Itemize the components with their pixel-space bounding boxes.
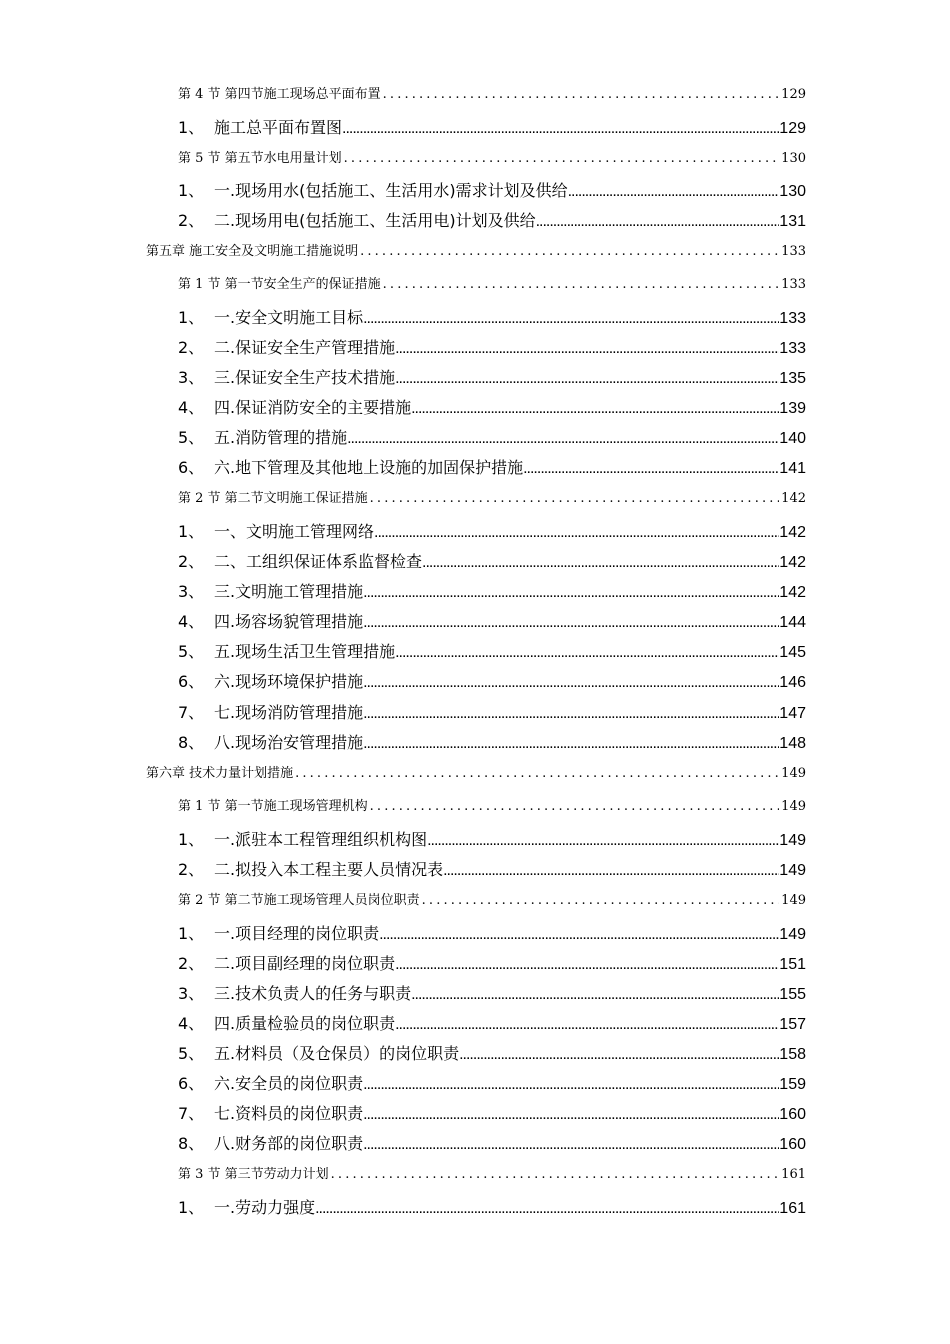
toc-entry-label: 四.质量检验员的岗位职责	[214, 1014, 396, 1033]
toc-entry-title	[178, 639, 395, 662]
toc-page-number: 129	[781, 87, 806, 102]
toc-page-number: 142	[779, 584, 806, 601]
toc-page-number: 147	[779, 705, 806, 722]
dot-leader	[331, 1167, 780, 1182]
toc-entry-title	[178, 1071, 363, 1094]
toc-entry-title: 第 2 节 第二节施工现场管理人员岗位职责	[178, 893, 420, 908]
toc-item-entry[interactable]	[178, 921, 806, 944]
toc-entry-label: 五.材料员（及仓保员）的岗位职责	[214, 1044, 460, 1063]
toc-entry-title	[178, 395, 411, 418]
dot-leader	[459, 1044, 779, 1064]
dot-leader	[443, 860, 779, 880]
toc-item-entry[interactable]	[178, 981, 806, 1004]
toc-item-entry[interactable]	[178, 549, 806, 572]
dot-leader	[363, 733, 779, 753]
toc-entry-number: 6、	[178, 458, 205, 477]
toc-entry-number: 2、	[178, 338, 205, 357]
toc-item-entry[interactable]	[178, 365, 806, 388]
dot-leader	[395, 642, 779, 662]
toc-entry-label: 施工总平面布置图	[214, 118, 343, 137]
dot-leader	[422, 893, 780, 908]
dot-leader	[536, 211, 780, 231]
toc-entry-number: 3、	[178, 582, 205, 601]
toc-item-entry[interactable]	[178, 951, 806, 974]
toc-section-entry[interactable]	[178, 1163, 806, 1182]
toc-item-entry[interactable]	[178, 730, 806, 753]
toc-page-number: 129	[779, 120, 806, 137]
toc-entry-number: 3、	[178, 368, 205, 387]
toc-entry-title	[178, 455, 523, 478]
toc-item-entry[interactable]	[178, 827, 806, 850]
toc-page-number: 130	[781, 151, 806, 166]
toc-item-entry[interactable]	[178, 115, 806, 138]
dot-leader	[363, 612, 779, 632]
dot-leader	[363, 703, 779, 723]
toc-entry-number: 1、	[178, 1198, 205, 1217]
dot-leader	[395, 368, 779, 388]
toc-entry-title	[178, 549, 422, 572]
toc-page-number: 151	[779, 956, 806, 973]
toc-entry-title	[178, 951, 395, 974]
dot-leader	[395, 954, 779, 974]
toc-page-number: 149	[781, 799, 806, 814]
dot-leader	[411, 984, 779, 1004]
toc-page-number: 149	[781, 893, 806, 908]
toc-entry-title: 第 5 节 第五节水电用量计划	[178, 151, 342, 166]
toc-item-entry[interactable]	[178, 335, 806, 358]
toc-page-number: 155	[779, 986, 806, 1003]
toc-item-entry[interactable]	[178, 395, 806, 418]
toc-page-number: 149	[781, 766, 806, 781]
toc-entry-label: 一.劳动力强度	[214, 1198, 316, 1217]
toc-item-entry[interactable]	[178, 1101, 806, 1124]
toc-page-number: 160	[779, 1106, 806, 1123]
toc-item-entry[interactable]	[178, 208, 806, 231]
toc-item-entry[interactable]	[178, 669, 806, 692]
toc-page-number: 142	[779, 554, 806, 571]
toc-entry-title: 第 3 节 第三节劳动力计划	[178, 1167, 329, 1182]
dot-leader	[411, 398, 779, 418]
toc-chapter-entry[interactable]	[146, 240, 806, 259]
toc-entry-title	[178, 921, 379, 944]
toc-entry-number: 7、	[178, 703, 205, 722]
toc-entry-number: 4、	[178, 398, 205, 417]
toc-page-number: 157	[779, 1016, 806, 1033]
toc-entry-number: 5、	[178, 428, 205, 447]
toc-entry-number: 1、	[178, 924, 205, 943]
toc-entry-title	[178, 178, 568, 201]
toc-page-number: 161	[779, 1200, 806, 1217]
toc-item-entry[interactable]	[178, 455, 806, 478]
toc-entry-number: 5、	[178, 1044, 205, 1063]
toc-entry-title	[178, 425, 347, 448]
toc-page-number: 149	[779, 832, 806, 849]
toc-entry-label: 六.安全员的岗位职责	[214, 1074, 364, 1093]
toc-page-number: 135	[779, 370, 806, 387]
toc-page-number: 133	[779, 340, 806, 357]
toc-section-entry[interactable]	[178, 273, 806, 292]
toc-page-number: 133	[779, 310, 806, 327]
toc-entry-number: 1、	[178, 118, 205, 137]
toc-entry-number: 1、	[178, 181, 205, 200]
dot-leader	[374, 522, 779, 542]
dot-leader	[523, 458, 779, 478]
toc-entry-title: 第 1 节 第一节施工现场管理机构	[178, 799, 368, 814]
toc-page-number: 133	[781, 244, 806, 259]
toc-entry-number: 8、	[178, 1134, 205, 1153]
dot-leader	[370, 491, 780, 506]
toc-entry-title	[178, 857, 443, 880]
toc-item-entry[interactable]	[178, 178, 806, 201]
toc-entry-number: 4、	[178, 1014, 205, 1033]
toc-page-number: 140	[779, 430, 806, 447]
toc-entry-number: 2、	[178, 552, 205, 571]
toc-page-number: 145	[779, 644, 806, 661]
toc-entry-title	[178, 1101, 363, 1124]
toc-entry-title	[178, 208, 536, 231]
toc-entry-title: 第五章 施工安全及文明施工措施说明	[146, 244, 359, 259]
toc-item-entry[interactable]	[178, 519, 806, 542]
dot-leader	[363, 1134, 779, 1154]
toc-entry-number: 2、	[178, 954, 205, 973]
toc-page-number: 131	[779, 213, 806, 230]
toc-item-entry[interactable]	[178, 1041, 806, 1064]
toc-entry-title	[178, 669, 363, 692]
toc-entry-title	[178, 579, 363, 602]
toc-entry-label: 三.技术负责人的任务与职责	[214, 984, 412, 1003]
dot-leader	[395, 1014, 779, 1034]
toc-entry-title	[178, 700, 363, 723]
toc-entry-title	[178, 1011, 395, 1034]
dot-leader	[315, 1198, 779, 1218]
toc-entry-number: 1、	[178, 830, 205, 849]
toc-entry-label: 二.现场用电(包括施工、生活用电)计划及供给	[214, 211, 536, 230]
toc-entry-label: 二.拟投入本工程主要人员情况表	[214, 860, 444, 879]
toc-entry-label: 四.保证消防安全的主要措施	[214, 398, 412, 417]
toc-entry-label: 六.地下管理及其他地上设施的加固保护措施	[214, 458, 524, 477]
toc-entry-title	[178, 981, 411, 1004]
toc-entry-title: 第 4 节 第四节施工现场总平面布置	[178, 87, 381, 102]
toc-entry-title	[178, 1195, 315, 1218]
toc-entry-number: 6、	[178, 672, 205, 691]
dot-leader	[363, 1104, 779, 1124]
dot-leader	[360, 244, 779, 259]
dot-leader	[295, 766, 779, 781]
toc-entry-label: 八.财务部的岗位职责	[214, 1134, 364, 1153]
toc-section-entry[interactable]	[178, 487, 806, 506]
toc-page-number: 158	[779, 1046, 806, 1063]
dot-leader	[427, 830, 779, 850]
toc-entry-label: 六.现场环境保护措施	[214, 672, 364, 691]
toc-section-entry[interactable]	[178, 889, 806, 908]
dot-leader	[568, 181, 780, 201]
toc-entry-title	[178, 115, 342, 138]
toc-entry-title	[178, 335, 395, 358]
toc-page-number: 159	[779, 1076, 806, 1093]
toc-entry-label: 二.项目副经理的岗位职责	[214, 954, 396, 973]
toc-entry-number: 3、	[178, 984, 205, 1003]
dot-leader	[347, 428, 779, 448]
toc-item-entry[interactable]	[178, 1011, 806, 1034]
toc-page-number: 142	[779, 524, 806, 541]
toc-page-number: 146	[779, 674, 806, 691]
dot-leader	[363, 672, 779, 692]
toc-item-entry[interactable]	[178, 1195, 806, 1218]
dot-leader	[344, 151, 780, 166]
toc-entry-title: 第 2 节 第二节文明施工保证措施	[178, 491, 368, 506]
toc-entry-label: 一.派驻本工程管理组织机构图	[214, 830, 428, 849]
toc-entry-label: 三.文明施工管理措施	[214, 582, 364, 601]
toc-page-number: 130	[779, 183, 806, 200]
toc-entry-title	[178, 609, 363, 632]
toc-entry-title: 第六章 技术力量计划措施	[146, 766, 294, 781]
toc-entry-title	[178, 519, 374, 542]
toc-entry-title: 第 1 节 第一节安全生产的保证措施	[178, 277, 381, 292]
toc-page-number: 141	[779, 460, 806, 477]
toc-entry-label: 一.现场用水(包括施工、生活用水)需求计划及供给	[214, 181, 568, 200]
dot-leader	[370, 799, 780, 814]
toc-entry-title	[178, 827, 427, 850]
toc-page-number: 149	[779, 926, 806, 943]
toc-item-entry[interactable]	[178, 425, 806, 448]
toc-entry-number: 1、	[178, 308, 205, 327]
dot-leader	[342, 118, 779, 138]
toc-entry-title	[178, 1041, 459, 1064]
toc-entry-title	[178, 1131, 363, 1154]
toc-entry-number: 7、	[178, 1104, 205, 1123]
toc-entry-label: 五.消防管理的措施	[214, 428, 348, 447]
dot-leader	[422, 552, 779, 572]
dot-leader	[379, 924, 779, 944]
dot-leader	[363, 1074, 779, 1094]
toc-entry-label: 二.保证安全生产管理措施	[214, 338, 396, 357]
toc-section-entry[interactable]	[178, 147, 806, 166]
dot-leader	[395, 338, 779, 358]
dot-leader	[363, 308, 779, 328]
toc-entry-number: 8、	[178, 733, 205, 752]
toc-entry-label: 五.现场生活卫生管理措施	[214, 642, 396, 661]
toc-page-number: 144	[779, 614, 806, 631]
toc-entry-title	[178, 365, 395, 388]
toc-entry-number: 1、	[178, 522, 205, 541]
toc-entry-label: 七.资料员的岗位职责	[214, 1104, 364, 1123]
toc-entry-number: 4、	[178, 612, 205, 631]
dot-leader	[383, 277, 780, 292]
toc-chapter-entry[interactable]	[146, 762, 806, 781]
toc-entry-title	[178, 305, 363, 328]
toc-page-number: 160	[779, 1136, 806, 1153]
toc-section-entry[interactable]	[178, 83, 806, 102]
toc-item-entry[interactable]	[178, 700, 806, 723]
toc-page-number: 142	[781, 491, 806, 506]
toc-page-number: 149	[779, 862, 806, 879]
toc-entry-label: 四.场容场貌管理措施	[214, 612, 364, 631]
dot-leader	[383, 87, 780, 102]
toc-entry-label: 二、工组织保证体系监督检查	[214, 552, 423, 571]
toc-entry-label: 一.项目经理的岗位职责	[214, 924, 380, 943]
toc-section-entry[interactable]	[178, 795, 806, 814]
toc-entry-label: 七.现场消防管理措施	[214, 703, 364, 722]
toc-item-entry[interactable]	[178, 609, 806, 632]
toc-item-entry[interactable]	[178, 1131, 806, 1154]
toc-entry-number: 2、	[178, 860, 205, 879]
dot-leader	[363, 582, 779, 602]
toc-item-entry[interactable]	[178, 857, 806, 880]
toc-page-number: 148	[779, 735, 806, 752]
toc-entry-title	[178, 730, 363, 753]
toc-item-entry[interactable]	[178, 305, 806, 328]
toc-entry-label: 八.现场治安管理措施	[214, 733, 364, 752]
toc-entry-number: 5、	[178, 642, 205, 661]
toc-item-entry[interactable]	[178, 579, 806, 602]
toc-entry-label: 一、文明施工管理网络	[214, 522, 375, 541]
toc-item-entry[interactable]	[178, 1071, 806, 1094]
toc-page-number: 161	[781, 1167, 806, 1182]
toc-entry-number: 6、	[178, 1074, 205, 1093]
toc-page-number: 133	[781, 277, 806, 292]
toc-entry-label: 三.保证安全生产技术措施	[214, 368, 396, 387]
toc-entry-number: 2、	[178, 211, 205, 230]
toc-item-entry[interactable]	[178, 639, 806, 662]
toc-page-number: 139	[779, 400, 806, 417]
toc-entry-label: 一.安全文明施工目标	[214, 308, 364, 327]
